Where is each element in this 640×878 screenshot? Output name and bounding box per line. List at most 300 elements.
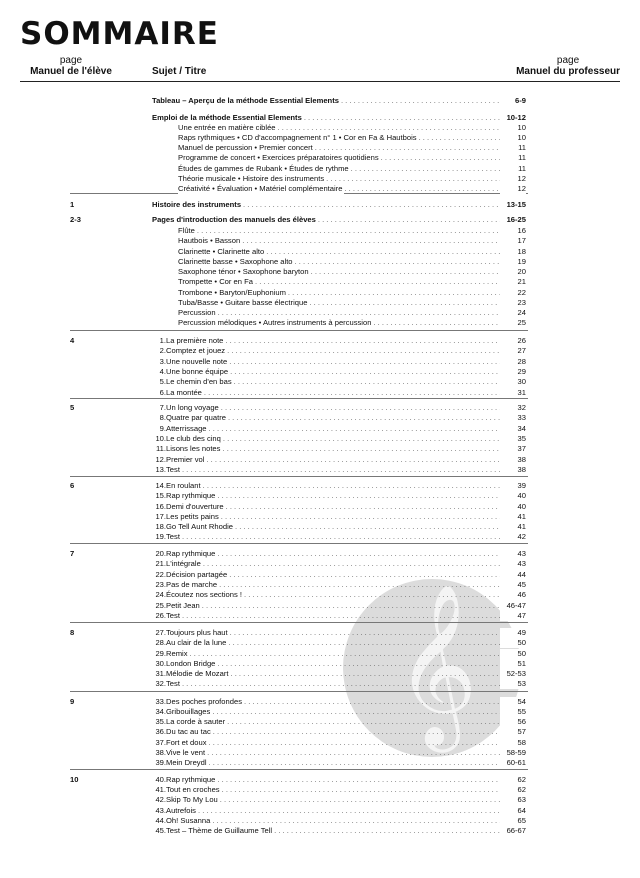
entry-text: Rap rythmique — [166, 491, 216, 500]
entry-text: Des poches profondes — [166, 697, 242, 706]
exercise-number: 40. — [155, 775, 166, 784]
leader-dots — [182, 679, 500, 689]
leader-dots — [190, 649, 500, 659]
entry-text: Une nouvelle note — [166, 357, 228, 366]
teacher-page-number: 38 — [500, 455, 526, 465]
leader-dots — [288, 288, 500, 298]
entry-text: La montée — [166, 388, 202, 397]
leader-dots — [223, 434, 500, 444]
student-page-header-bottom: Manuel de l'élève — [30, 66, 112, 77]
leader-dots — [230, 367, 500, 377]
leader-dots — [209, 424, 500, 434]
teacher-page-header — [516, 55, 620, 77]
entry-title — [150, 707, 500, 717]
entry-title — [150, 758, 500, 768]
exercise-number: 20. — [155, 549, 166, 558]
toc-row — [0, 795, 640, 805]
exercise-number: 31. — [155, 669, 166, 678]
leader-dots — [315, 143, 500, 153]
toc-row — [0, 236, 640, 246]
leader-dots — [234, 377, 500, 387]
entry-text: Test — [166, 532, 180, 541]
entry-text: Raps rythmiques • CD d'accompagnement n° 1 • Cor en Fa & Hautbois — [178, 133, 417, 142]
entry-title — [178, 267, 500, 277]
entry-text: Trombone • Baryton/Euphonium — [178, 288, 286, 297]
entry-title — [150, 611, 500, 621]
leader-dots — [203, 559, 500, 569]
teacher-page-number: 12 — [500, 174, 526, 184]
student-page-number: 6 — [70, 481, 75, 490]
toc-row — [0, 806, 640, 816]
leader-dots — [217, 659, 500, 669]
entry-text: Du tac au tac — [166, 727, 211, 736]
leader-dots — [230, 628, 500, 638]
entry-title — [178, 298, 500, 308]
entry-text: Quatre par quatre — [166, 413, 226, 422]
entry-title — [150, 816, 500, 826]
teacher-page-number: 18 — [500, 247, 526, 257]
teacher-page-number: 10 — [500, 133, 526, 143]
entry-text: Tout en croches — [166, 785, 220, 794]
entry-title — [150, 455, 500, 465]
leader-dots — [213, 727, 500, 737]
leader-dots — [244, 590, 500, 600]
teacher-page-number: 37 — [500, 444, 526, 454]
entry-title — [178, 288, 500, 298]
entry-title — [150, 638, 500, 648]
exercise-number: 29. — [155, 649, 166, 658]
entry-title — [178, 277, 500, 287]
exercise-number: 36. — [155, 727, 166, 736]
entry-title — [150, 357, 500, 367]
entry-title — [152, 215, 500, 225]
toc-row — [0, 775, 640, 785]
entry-title — [150, 717, 500, 727]
entry-title — [150, 444, 500, 454]
entry-title — [150, 785, 500, 795]
entry-title — [150, 601, 500, 611]
exercise-number: 22. — [155, 570, 166, 579]
section-divider — [70, 769, 528, 770]
toc-row — [0, 748, 640, 758]
entry-title — [150, 659, 500, 669]
teacher-page-number: 56 — [500, 717, 526, 727]
teacher-page-number: 53 — [500, 679, 526, 689]
toc-row — [0, 388, 640, 398]
entry-text: Remix — [166, 649, 188, 658]
teacher-page-number: 19 — [500, 257, 526, 267]
exercise-number: 42. — [155, 795, 166, 804]
teacher-page-number: 20 — [500, 267, 526, 277]
toc-row — [0, 123, 640, 133]
entry-title — [150, 795, 500, 805]
leader-dots — [203, 481, 500, 491]
treble-clef-watermark-icon: 𝄞 — [343, 579, 521, 757]
toc-row — [0, 758, 640, 768]
teacher-page-number: 34 — [500, 424, 526, 434]
entry-title — [178, 257, 500, 267]
exercise-number: 13. — [155, 465, 166, 474]
exercise-number: 10. — [155, 434, 166, 443]
leader-dots — [182, 532, 500, 542]
entry-text: Fort et doux — [166, 738, 207, 747]
teacher-page-number: 23 — [500, 298, 526, 308]
entry-title — [150, 522, 500, 532]
entry-text: Études de gammes de Rubank • Études de rythme — [178, 164, 349, 173]
entry-text: Atterrissage — [166, 424, 207, 433]
toc-row — [0, 200, 640, 210]
leader-dots — [198, 806, 500, 816]
leader-dots — [311, 267, 500, 277]
teacher-page-number: 26 — [500, 336, 526, 346]
entry-title — [178, 184, 500, 194]
teacher-page-number: 41 — [500, 522, 526, 532]
entry-title — [150, 775, 500, 785]
section-divider — [70, 330, 528, 331]
exercise-number: 2. — [159, 346, 166, 355]
student-page-number: 4 — [70, 336, 75, 345]
teacher-page-number: 27 — [500, 346, 526, 356]
exercise-number: 3. — [159, 357, 166, 366]
entry-title — [178, 226, 500, 236]
teacher-page-number: 45 — [500, 580, 526, 590]
entry-text: Décision partagée — [166, 570, 228, 579]
toc-row — [0, 502, 640, 512]
leader-dots — [326, 174, 500, 184]
entry-title — [150, 738, 500, 748]
student-page-header — [20, 55, 122, 77]
teacher-page-number: 46-47 — [500, 601, 526, 611]
entry-text: Skip To My Lou — [166, 795, 218, 804]
page-title: SOMMAIRE — [20, 16, 219, 52]
toc-row — [0, 288, 640, 298]
leader-dots — [221, 512, 500, 522]
toc-row — [0, 611, 640, 621]
toc-row — [0, 549, 640, 559]
entry-text: Hautbois • Basson — [178, 236, 241, 245]
section-divider — [70, 476, 528, 477]
entry-title — [150, 679, 500, 689]
teacher-page-number: 11 — [500, 153, 526, 163]
leader-dots — [212, 816, 500, 826]
entry-text: L'intégrale — [166, 559, 201, 568]
section-divider — [70, 622, 528, 623]
toc-row — [0, 298, 640, 308]
exercise-number: 44. — [155, 816, 166, 825]
entry-title — [150, 748, 500, 758]
leader-dots — [225, 336, 500, 346]
entry-text: Rap rythmique — [166, 775, 216, 784]
teacher-page-number: 35 — [500, 434, 526, 444]
exercise-number: 11. — [156, 444, 166, 453]
teacher-page-number: 40 — [500, 491, 526, 501]
entry-title — [150, 388, 500, 398]
leader-dots — [219, 580, 500, 590]
entry-text: Percussion — [178, 308, 216, 317]
toc-row — [0, 434, 640, 444]
entry-title — [150, 549, 500, 559]
toc-row — [0, 257, 640, 267]
leader-dots — [266, 247, 500, 257]
leader-dots — [221, 403, 500, 413]
leader-dots — [197, 226, 500, 236]
entry-text: Créativité • Évaluation • Matériel complémentaire — [178, 184, 343, 193]
teacher-page-number: 24 — [500, 308, 526, 318]
exercise-number: 17. — [155, 512, 166, 521]
exercise-number: 27. — [155, 628, 166, 637]
leader-dots — [209, 758, 500, 768]
leader-dots — [278, 123, 500, 133]
exercise-number: 24. — [155, 590, 166, 599]
leader-dots — [212, 707, 500, 717]
entry-title — [152, 96, 500, 106]
toc-row — [0, 96, 640, 106]
toc-row — [0, 357, 640, 367]
toc-row — [0, 174, 640, 184]
entry-text: La première note — [166, 336, 224, 345]
teacher-page-number: 47 — [500, 611, 526, 621]
teacher-page-number: 50 — [500, 638, 526, 648]
entry-title — [150, 377, 500, 387]
teacher-page-number: 55 — [500, 707, 526, 717]
entry-text: Une entrée en matière ciblée — [178, 123, 276, 132]
entry-title — [178, 153, 500, 163]
leader-dots — [227, 717, 500, 727]
entry-title — [150, 628, 500, 638]
toc-row — [0, 113, 640, 123]
toc-row — [0, 336, 640, 346]
exercise-number: 30. — [155, 659, 166, 668]
leader-dots — [344, 184, 500, 194]
teacher-page-number: 63 — [500, 795, 526, 805]
entry-text: Clarinette • Clarinette alto — [178, 247, 265, 256]
exercise-number: 45. — [155, 826, 166, 835]
entry-text: Gribouillages — [166, 707, 211, 716]
entry-text: Autrefois — [166, 806, 196, 815]
leader-dots — [229, 357, 500, 367]
entry-title — [178, 236, 500, 246]
entry-text: Pages d'introduction des manuels des élèves — [152, 215, 316, 224]
entry-text: Programme de concert • Exercices préparatoires quotidiens — [178, 153, 379, 162]
exercise-number: 23. — [155, 580, 166, 589]
toc-row — [0, 226, 640, 236]
leader-dots — [274, 826, 500, 836]
toc-row — [0, 707, 640, 717]
entry-title — [150, 559, 500, 569]
teacher-page-number: 44 — [500, 570, 526, 580]
exercise-number: 25. — [155, 601, 166, 610]
exercise-number: 18. — [155, 522, 166, 531]
entry-title — [150, 727, 500, 737]
leader-dots — [182, 465, 500, 475]
student-page-number: 9 — [70, 697, 75, 706]
toc-row — [0, 738, 640, 748]
entry-title — [150, 491, 500, 501]
exercise-number: 19. — [155, 532, 166, 541]
entry-text: Une bonne équipe — [166, 367, 229, 376]
entry-text: Le club des cinq — [166, 434, 221, 443]
entry-text: Le chemin d'en bas — [166, 377, 232, 386]
toc-row — [0, 455, 640, 465]
entry-title — [150, 434, 500, 444]
toc-row — [0, 601, 640, 611]
teacher-page-number: 30 — [500, 377, 526, 387]
entry-text: Demi d'ouverture — [166, 502, 224, 511]
leader-dots — [207, 748, 500, 758]
section-divider — [70, 691, 528, 692]
leader-dots — [220, 795, 500, 805]
toc-row — [0, 277, 640, 287]
leader-dots — [244, 697, 500, 707]
entry-text: Mélodie de Mozart — [166, 669, 229, 678]
teacher-page-number: 41 — [500, 512, 526, 522]
entry-text: Percussion mélodiques • Autres instruments à percussion — [178, 318, 372, 327]
toc-row — [0, 215, 640, 225]
entry-text: Vive le vent — [166, 748, 206, 757]
toc-row — [0, 727, 640, 737]
teacher-page-number: 42 — [500, 532, 526, 542]
toc-row — [0, 465, 640, 475]
entry-text: Écoutez nos sections ! — [166, 590, 242, 599]
toc-row — [0, 308, 640, 318]
entry-text: Go Tell Aunt Rhodie — [166, 522, 233, 531]
toc-row — [0, 143, 640, 153]
teacher-page-header-bottom: Manuel du professeur — [516, 66, 620, 77]
leader-dots — [255, 277, 500, 287]
teacher-page-number: 31 — [500, 388, 526, 398]
subject-title-header: Sujet / Titre — [152, 66, 207, 77]
exercise-number: 9. — [159, 424, 166, 433]
student-page-number: 1 — [70, 200, 75, 209]
entry-title — [150, 413, 500, 423]
entry-text: Lisons les notes — [166, 444, 221, 453]
toc-row — [0, 785, 640, 795]
toc-row — [0, 367, 640, 377]
entry-text: Tuba/Basse • Guitare basse électrique — [178, 298, 308, 307]
teacher-page-number: 32 — [500, 403, 526, 413]
section-divider — [70, 543, 528, 544]
exercise-number: 34. — [155, 707, 166, 716]
leader-dots — [222, 444, 500, 454]
entry-title — [150, 512, 500, 522]
teacher-page-number: 22 — [500, 288, 526, 298]
leader-dots — [318, 215, 500, 225]
toc-row — [0, 346, 640, 356]
entry-text: Test — [166, 611, 180, 620]
toc-row — [0, 559, 640, 569]
toc-row — [0, 377, 640, 387]
teacher-page-number: 58 — [500, 738, 526, 748]
entry-text: Test — [166, 465, 180, 474]
teacher-page-number: 10 — [500, 123, 526, 133]
leader-dots — [230, 669, 500, 679]
toc-row — [0, 826, 640, 836]
entry-title — [178, 247, 500, 257]
leader-dots — [373, 318, 500, 328]
entry-text: Test — [166, 679, 180, 688]
exercise-number: 12. — [155, 455, 166, 464]
toc-row — [0, 570, 640, 580]
entry-title — [150, 481, 500, 491]
leader-dots — [204, 388, 500, 398]
entry-title — [150, 580, 500, 590]
teacher-page-number: 65 — [500, 816, 526, 826]
entry-title — [150, 649, 500, 659]
leader-dots — [209, 738, 500, 748]
entry-text: Manuel de percussion • Premier concert — [178, 143, 313, 152]
teacher-page-number: 21 — [500, 277, 526, 287]
entry-title — [178, 308, 500, 318]
toc-row — [0, 247, 640, 257]
entry-text: Oh! Susanna — [166, 816, 211, 825]
entry-text: La corde à sauter — [166, 717, 226, 726]
entry-title — [178, 143, 500, 153]
exercise-number: 41. — [155, 785, 166, 794]
toc-row — [0, 512, 640, 522]
entry-text: Petit Jean — [166, 601, 200, 610]
teacher-page-number: 16 — [500, 226, 526, 236]
toc-row — [0, 628, 640, 638]
teacher-page-number: 17 — [500, 236, 526, 246]
toc-row — [0, 580, 640, 590]
teacher-page-header-top: page — [556, 55, 580, 66]
entry-text: Théorie musicale • Histoire des instruments — [178, 174, 325, 183]
exercise-number: 6. — [159, 388, 166, 397]
exercise-number: 7. — [159, 403, 166, 412]
toc-row — [0, 491, 640, 501]
student-page-number: 10 — [70, 775, 79, 784]
student-page-number: 2-3 — [70, 215, 81, 224]
leader-dots — [228, 638, 500, 648]
teacher-page-number: 62 — [500, 775, 526, 785]
leader-dots — [217, 491, 500, 501]
toc-row — [0, 649, 640, 659]
entry-text: Tableau – Aperçu de la méthode Essential Elements — [152, 96, 339, 105]
entry-title — [150, 590, 500, 600]
entry-title — [152, 200, 500, 210]
leader-dots — [228, 413, 500, 423]
entry-text: Un long voyage — [166, 403, 219, 412]
exercise-number: 14. — [155, 481, 166, 490]
leader-dots — [206, 455, 500, 465]
entry-title — [150, 697, 500, 707]
entry-title — [150, 367, 500, 377]
leader-dots — [341, 96, 500, 106]
leader-dots — [222, 785, 500, 795]
entry-title — [150, 826, 500, 836]
toc-row — [0, 267, 640, 277]
teacher-page-number: 43 — [500, 549, 526, 559]
entry-title — [178, 123, 500, 133]
leader-dots — [242, 236, 500, 246]
leader-dots — [218, 308, 500, 318]
toc-row — [0, 184, 640, 194]
teacher-page-number: 52-53 — [500, 669, 526, 679]
entry-text: Clarinette basse • Saxophone alto — [178, 257, 293, 266]
column-header — [20, 55, 620, 82]
toc-row — [0, 590, 640, 600]
teacher-page-number: 40 — [500, 502, 526, 512]
leader-dots — [309, 298, 500, 308]
toc-row — [0, 522, 640, 532]
exercise-number: 15. — [155, 491, 166, 500]
entry-title — [150, 502, 500, 512]
teacher-page-number: 46 — [500, 590, 526, 600]
leader-dots — [227, 346, 500, 356]
entry-text: Pas de marche — [166, 580, 218, 589]
entry-title — [178, 318, 500, 328]
entry-title — [150, 532, 500, 542]
